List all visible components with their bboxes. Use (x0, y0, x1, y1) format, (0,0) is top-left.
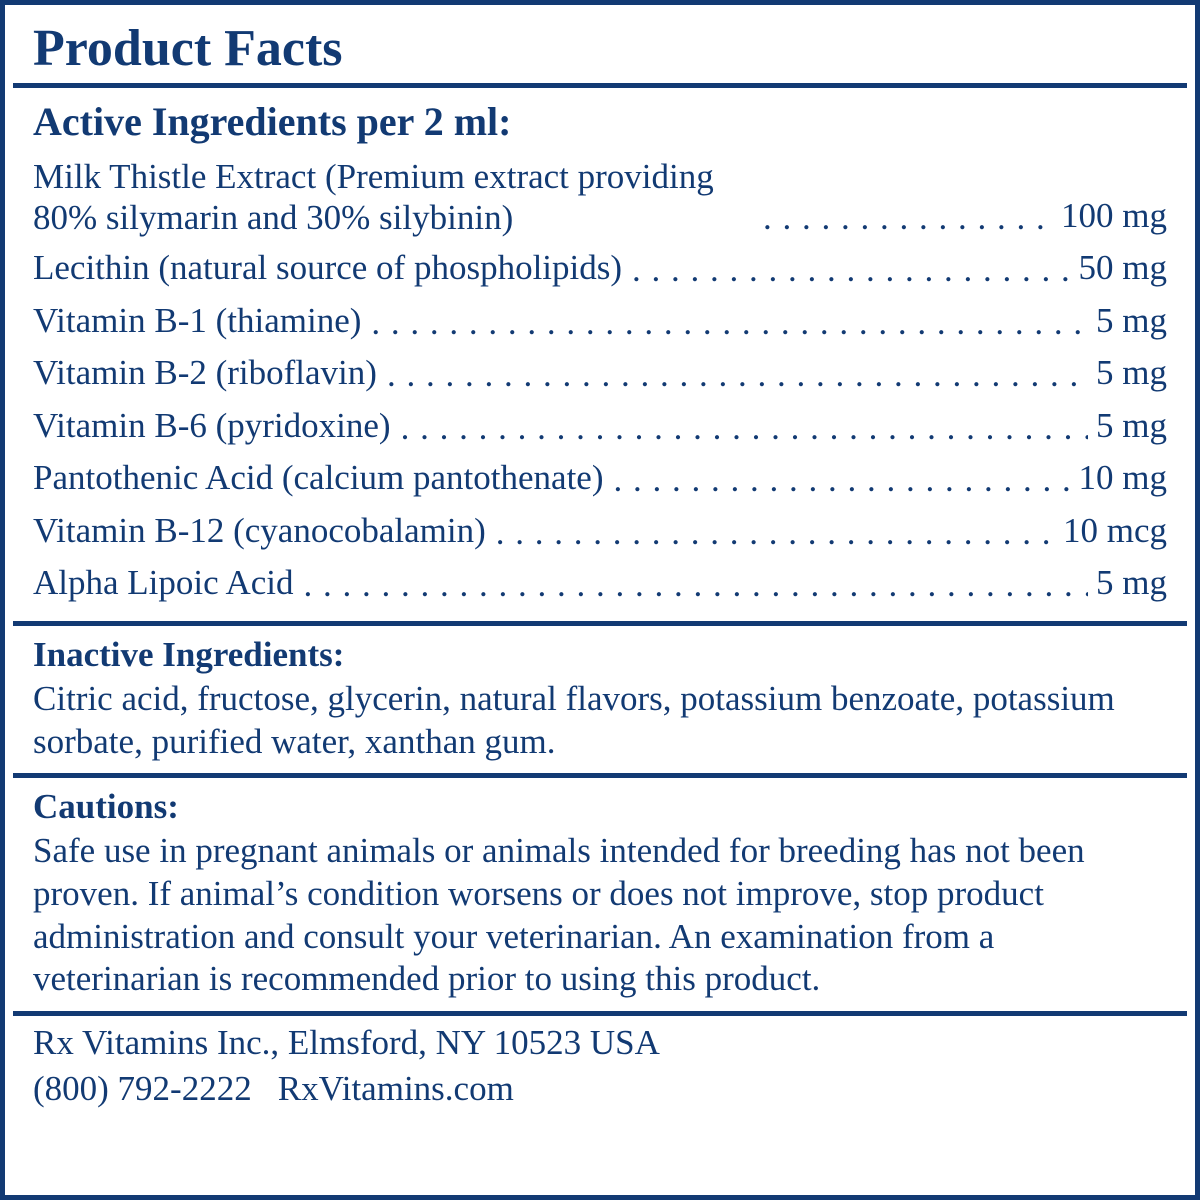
cautions-section (5, 778, 1195, 1011)
ingredient-amount: 10 mg (1078, 458, 1167, 498)
leader-dots (614, 466, 1071, 501)
ingredient-amount: 5 mg (1096, 405, 1167, 445)
ingredient-amount: 10 mcg (1062, 510, 1167, 550)
ingredient-name: Vitamin B-1 (thiamine) (33, 300, 362, 340)
leader-dots (632, 256, 1070, 291)
leader-dots (304, 571, 1089, 606)
ingredient-name: Lecithin (natural source of phospholipids) (33, 248, 623, 288)
inactive-ingredients-text: Citric acid, fructose, glycerin, natural flavors, potassium benzoate, potassium sorbate, purified water, xanthan gum. (33, 678, 1115, 761)
ingredient-row (33, 350, 1167, 396)
ingredient-amount: 5 mg (1096, 353, 1167, 393)
manufacturer-section (5, 1016, 1195, 1121)
ingredient-row (33, 298, 1167, 344)
ingredient-name: Vitamin B-12 (cyanocobalamin) (33, 510, 486, 550)
ingredient-row (33, 245, 1167, 291)
ingredient-row (33, 508, 1167, 554)
ingredient-amount: 100 mg (1061, 195, 1167, 235)
leader-dots (401, 413, 1088, 448)
ingredient-name: Vitamin B-6 (pyridoxine) (33, 405, 391, 445)
ingredient-name: Alpha Lipoic Acid (33, 563, 294, 603)
phone-number: (800) 792-2222 (33, 1068, 252, 1108)
ingredient-row (33, 455, 1167, 501)
website-link[interactable]: RxVitamins.com (277, 1068, 514, 1108)
company-address: Rx Vitamins Inc., Elmsford, NY 10523 USA (33, 1023, 660, 1063)
ingredient-amount: 5 mg (1096, 300, 1167, 340)
inactive-ingredients-heading: Inactive Ingredients: (33, 634, 345, 674)
ingredient-row (33, 403, 1167, 449)
ingredient-name: Vitamin B-2 (riboflavin) (33, 353, 377, 393)
inactive-ingredients-section (5, 626, 1195, 773)
leader-dots (496, 518, 1055, 553)
ingredient-amount: 50 mg (1078, 248, 1167, 288)
active-ingredients-heading: Active Ingredients per 2 ml: (33, 98, 512, 144)
active-ingredients-section (5, 88, 1195, 621)
leader-dots (387, 361, 1088, 396)
contact-line (33, 1066, 1167, 1112)
ingredient-name: Milk Thistle Extract (Premium extract providing 80% silymarin and 30% silybinin) (33, 156, 714, 238)
cautions-heading: Cautions: (33, 787, 179, 827)
leader-dots (763, 203, 1053, 238)
ingredient-amount: 5 mg (1096, 563, 1167, 603)
ingredient-row (33, 156, 1167, 239)
leader-dots (371, 308, 1088, 343)
page-title: Product Facts (33, 20, 343, 77)
ingredient-row (33, 560, 1167, 606)
cautions-text: Safe use in pregnant animals or animals intended for breeding has not been proven. If animal’s condition worsens or does not improve, stop product administration and consult your veterinarian. An examination from a veterinarian is recommended prior to using this product. (33, 831, 1085, 999)
ingredient-name: Pantothenic Acid (calcium pantothenate) (33, 458, 604, 498)
